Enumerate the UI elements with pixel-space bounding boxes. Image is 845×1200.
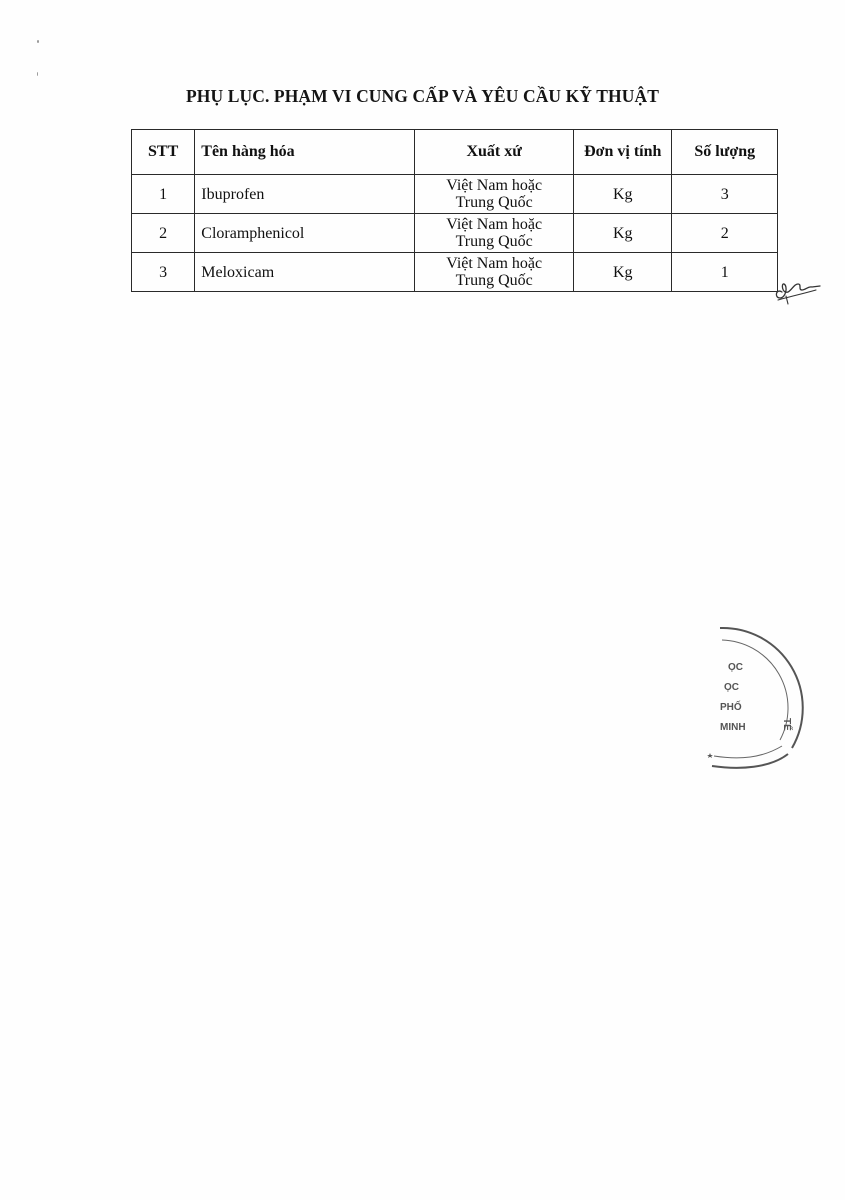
- origin-line: Việt Nam hoặc: [446, 177, 543, 194]
- scan-speck: [37, 72, 38, 76]
- header-name: Tên hàng hóa: [195, 130, 415, 175]
- header-origin: Xuất xứ: [415, 130, 574, 175]
- origin-line: Trung Quốc: [455, 272, 533, 289]
- page-title: PHỤ LỤC. PHẠM VI CUNG CẤP VÀ YÊU CẦU KỸ THUẬT: [186, 86, 659, 106]
- cell-stt: 2: [132, 214, 195, 253]
- origin-line: Việt Nam hoặc: [446, 216, 543, 233]
- header-stt: STT: [132, 130, 195, 175]
- stamp-text: ỌC: [728, 662, 743, 673]
- cell-unit: Kg: [574, 214, 672, 253]
- cell-unit: Kg: [574, 253, 672, 292]
- origin-line: Trung Quốc: [455, 233, 533, 250]
- cell-unit: Kg: [574, 175, 672, 214]
- origin-line: Trung Quốc: [455, 194, 533, 211]
- cell-origin: [415, 175, 574, 214]
- table-row: [132, 175, 778, 214]
- header-unit: Đơn vị tính: [574, 130, 672, 175]
- cell-quantity: 1: [672, 253, 778, 292]
- cell-origin: [415, 214, 574, 253]
- header-quantity: Số lượng: [672, 130, 778, 175]
- table-row: [132, 214, 778, 253]
- star-icon: [707, 753, 713, 758]
- stamp-text: ỌC: [724, 682, 739, 693]
- table-header-row: [132, 130, 778, 175]
- scan-speck: [37, 40, 39, 43]
- stamp-text: PHỐ: [720, 702, 742, 713]
- cell-quantity: 2: [672, 214, 778, 253]
- table-row: [132, 253, 778, 292]
- cell-name: Ibuprofen: [195, 175, 415, 214]
- cell-quantity: 3: [672, 175, 778, 214]
- cell-name: Cloramphenicol: [195, 214, 415, 253]
- origin-line: Việt Nam hoặc: [446, 255, 543, 272]
- cell-name: Meloxicam: [195, 253, 415, 292]
- stamp-text: TẾ: [781, 718, 792, 731]
- stamp-text: MINH: [720, 722, 746, 733]
- cell-stt: 1: [132, 175, 195, 214]
- cell-origin: [415, 253, 574, 292]
- signature-mark: [768, 270, 828, 310]
- cell-stt: 3: [132, 253, 195, 292]
- official-stamp: [700, 618, 810, 778]
- supply-table: [131, 129, 778, 292]
